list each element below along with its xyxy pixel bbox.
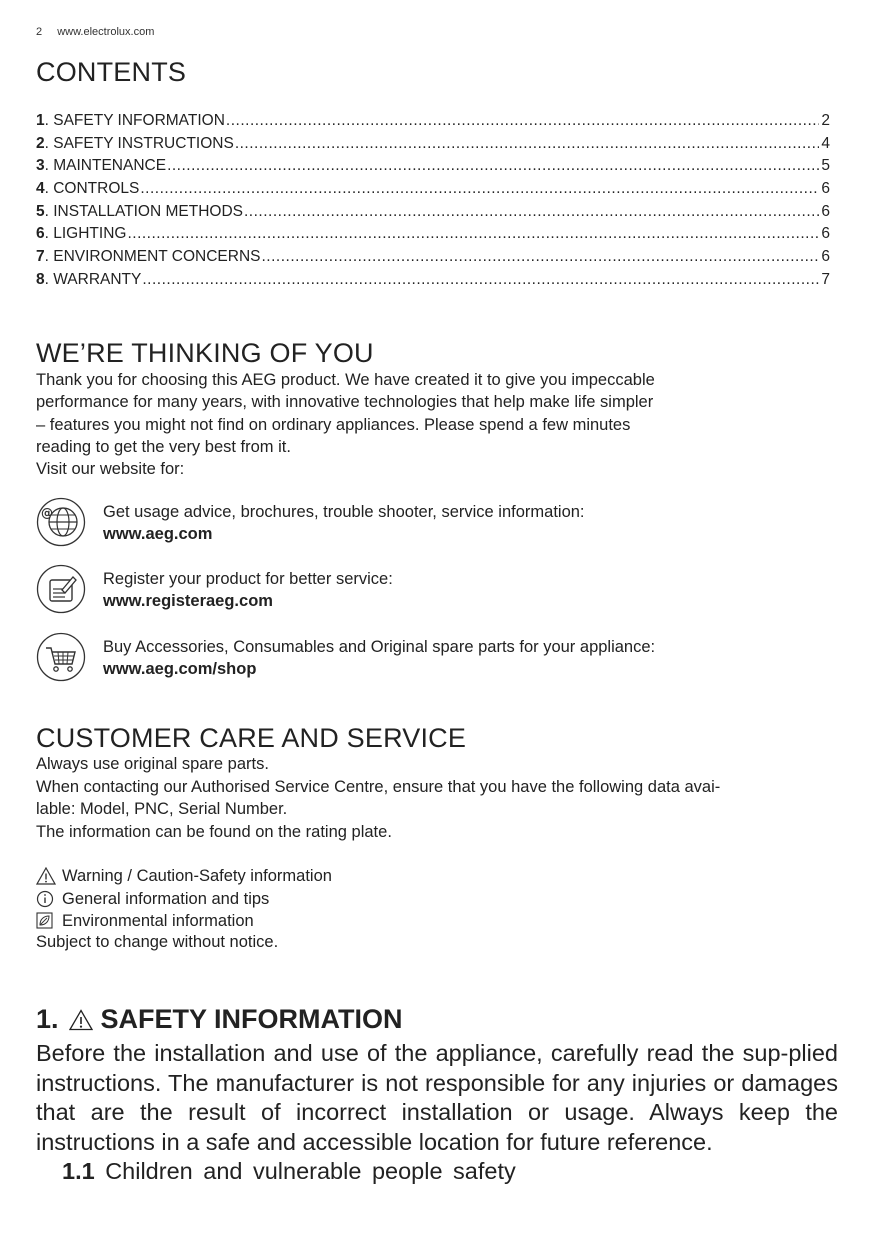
shop-link[interactable]: www.aeg.com/shop xyxy=(103,660,257,678)
visit-description: Buy Accessories, Consumables and Original spare parts for your appliance: xyxy=(103,638,656,656)
toc-number: 6 xyxy=(36,225,45,243)
intro-line: – features you might not find on ordinary appliances. Please spend a few minutes xyxy=(36,415,631,434)
visit-item-shop xyxy=(36,632,830,684)
visit-item-register xyxy=(36,564,830,616)
toc-label: . SAFETY INFORMATION xyxy=(44,112,225,129)
toc-number: 4 xyxy=(36,180,45,198)
symbol-legend xyxy=(36,865,332,933)
toc-number: 5 xyxy=(36,202,45,220)
visit-text-block xyxy=(103,636,655,680)
warning-icon xyxy=(36,867,56,885)
toc-number: 7 xyxy=(36,248,45,266)
toc-label: . LIGHTING xyxy=(44,225,127,243)
toc-page: 6 xyxy=(821,225,830,243)
shopping-cart-icon xyxy=(36,632,86,682)
safety-intro-text xyxy=(36,1039,838,1157)
legend-text: General information and tips xyxy=(62,889,270,908)
toc-leader xyxy=(142,269,819,292)
toc-leader xyxy=(127,223,819,246)
toc-label: . MAINTENANCE xyxy=(44,157,167,175)
section-number: 1. xyxy=(36,1004,59,1034)
toc-item[interactable] xyxy=(36,201,830,224)
visit-description: Register your product for better service: xyxy=(103,570,393,588)
toc-number: 8 xyxy=(36,270,45,288)
register-link[interactable]: www.registeraeg.com xyxy=(103,592,273,610)
toc-page: 2 xyxy=(821,112,830,129)
subsection-heading xyxy=(62,1158,516,1185)
visit-item-advice xyxy=(36,497,830,549)
contents-title: CONTENTS xyxy=(36,57,187,87)
visit-text: Visit our website for: xyxy=(36,460,185,479)
warning-icon xyxy=(69,1009,93,1031)
globe-at-icon xyxy=(36,497,86,547)
toc-item[interactable] xyxy=(36,110,830,133)
toc-leader xyxy=(235,133,819,156)
legend-item-info xyxy=(36,888,332,911)
toc-page: 4 xyxy=(821,134,830,152)
toc-leader xyxy=(262,246,820,269)
care-line: Always use original spare parts. xyxy=(36,755,269,773)
site-link[interactable]: www.electrolux.com xyxy=(57,26,155,38)
toc-number: 3 xyxy=(36,157,45,175)
page-header xyxy=(36,26,154,38)
toc-number: 2 xyxy=(36,134,45,152)
intro-line: performance for many years, with innovative technologies that help make life simpler xyxy=(36,393,654,412)
aeg-link[interactable]: www.aeg.com xyxy=(103,525,213,543)
toc-page: 5 xyxy=(821,157,830,175)
toc-leader xyxy=(226,110,819,133)
subsection-number: 1.1 xyxy=(62,1158,95,1184)
toc-page: 6 xyxy=(821,248,830,266)
toc-item[interactable] xyxy=(36,269,830,292)
legend-text: Warning / Caution-Safety information xyxy=(62,867,332,885)
legend-item-warning xyxy=(36,865,332,888)
legend-item-environment xyxy=(36,910,332,933)
toc-label: . CONTROLS xyxy=(44,180,140,198)
toc-leader xyxy=(167,155,819,178)
toc-label: . WARRANTY xyxy=(44,270,142,288)
section-heading: SAFETY INFORMATION xyxy=(100,1004,403,1034)
toc-page: 6 xyxy=(821,180,830,198)
toc-item[interactable] xyxy=(36,178,830,201)
toc-leader xyxy=(140,178,819,201)
visit-text-block xyxy=(103,568,393,612)
svg-text:@: @ xyxy=(41,506,53,520)
intro-line: Thank you for choosing this AEG product. We have created it to give you impeccable xyxy=(36,371,655,389)
legend-text: Environmental information xyxy=(62,912,254,930)
table-of-contents xyxy=(36,110,830,292)
toc-item[interactable] xyxy=(36,133,830,156)
info-icon xyxy=(36,890,56,908)
subject-to-change: Subject to change without notice. xyxy=(36,933,279,951)
register-pen-icon xyxy=(36,564,86,614)
customer-care-title: CUSTOMER CARE AND SERVICE xyxy=(36,723,467,753)
leaf-icon xyxy=(36,912,56,930)
intro-text xyxy=(36,369,756,480)
toc-item[interactable] xyxy=(36,223,830,246)
toc-label: . SAFETY INSTRUCTIONS xyxy=(44,134,234,152)
toc-leader xyxy=(244,201,819,224)
thinking-title: WE’RE THINKING OF YOU xyxy=(36,338,374,368)
care-line: lable: Model, PNC, Serial Number. xyxy=(36,800,288,818)
toc-label: . INSTALLATION METHODS xyxy=(44,202,243,220)
visit-description: Get usage advice, brochures, trouble shooter, service information: xyxy=(103,503,585,521)
safety-paragraph: Before the installation and use of the appliance, carefully read the sup-plied instructions. The manufacturer is not responsible for any injuries or damages that are the result of incorrect installation or usage. Always keep the instructions in a safe and accessible location for future reference. xyxy=(36,1040,838,1155)
toc-item[interactable] xyxy=(36,246,830,269)
toc-number: 1 xyxy=(36,112,45,129)
toc-page: 6 xyxy=(821,202,830,220)
customer-care-text xyxy=(36,753,830,843)
page-number: 2 xyxy=(36,26,43,38)
care-line: When contacting our Authorised Service Centre, ensure that you have the following data avai- xyxy=(36,777,721,796)
toc-label: . ENVIRONMENT CONCERNS xyxy=(44,248,261,266)
care-line: The information can be found on the rating plate. xyxy=(36,822,392,841)
toc-item[interactable] xyxy=(36,155,830,178)
toc-page: 7 xyxy=(821,270,830,288)
subsection-title: Children and vulnerable people safety xyxy=(105,1158,516,1184)
safety-section-title xyxy=(36,1004,403,1035)
visit-text-block xyxy=(103,501,585,545)
intro-line: reading to get the very best from it. xyxy=(36,437,291,456)
